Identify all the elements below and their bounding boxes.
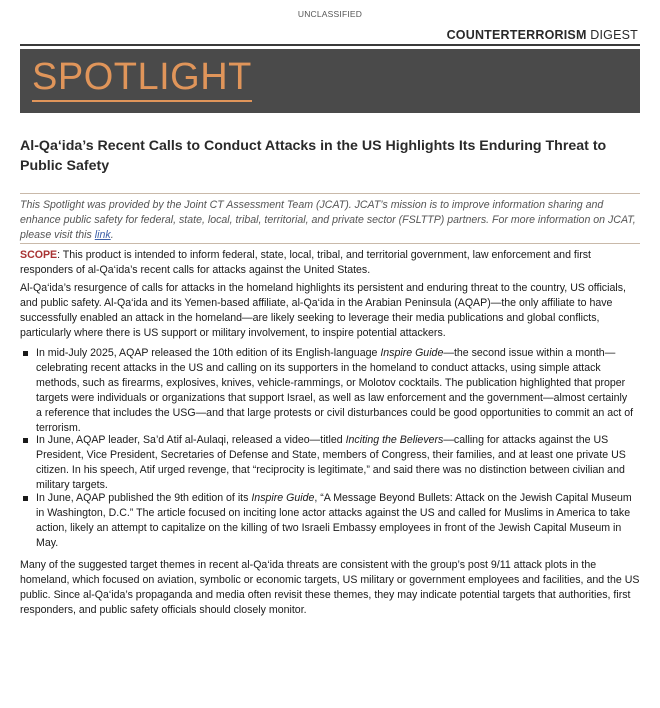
- bullet-2-title: Inciting the Believers: [345, 434, 444, 446]
- spotlight-banner: [20, 49, 640, 113]
- intro-text: This Spotlight was provided by the Joint CT Assessment Team (JCAT). JCAT’s mission is to improve information sharing and enhance public safety for federal, state, local, tribal, territorial, and private sector (FSLTTP) partners. For more information on JCAT, please visit this: [20, 199, 636, 241]
- bullet-3-pre: In June, AQAP published the 9th edition of its: [36, 492, 252, 504]
- bullet-1-pre: In mid-July 2025, AQAP released the 10th edition of its English-language: [36, 347, 381, 359]
- header-divider: [20, 44, 640, 46]
- bullet-1-post: —the second issue within a month—celebrating recent attacks in the US and calling on its supporters in the homeland to conduct attacks, using simple attack methods, such as firearms, explosives, knives, vehicle-rammings, or Molotov cocktails. The publication highlighted that proper targets were individuals or organizations that support Israel, as well as law enforcement and the government—almost certainly a reference that includes the USG—and that large protests or civil disturbances could be good opportunities to commit an act of terrorism.: [36, 347, 634, 434]
- digest-title: [447, 28, 638, 42]
- bullet-2-pre: In June, AQAP leader, Sa’d Atif al-Aulaqi, released a video—titled: [36, 434, 346, 446]
- scope-paragraph: [20, 248, 642, 278]
- body-paragraph-2: Many of the suggested target themes in recent al-Qa‘ida threats are consistent with the group’s post 9/11 attack plots in the homeland, which focused on aviation, symbolic or economic targets, US military or government employees and facilities, and the US public. Since al-Qa‘ida’s propaganda and media often revisit these themes, they may indicate potential targets that authorities, first responders, and public safety officials should closely monitor.: [20, 559, 640, 616]
- bullet-item-2: [36, 433, 634, 493]
- intro-divider-bottom: [20, 243, 640, 244]
- bullet-3-post: , “A Message Beyond Bullets: Attack on the Jewish Capital Museum in Washington, D.C.” The article focused on inciting lone actor attacks against the US and called for Muslims in America to take action, likely an attempt to capitalize on the killing of two Israeli Embassy employees in front of the Jewish Capital Museum in May.: [36, 492, 632, 549]
- bullet-2-post: —calling for attacks against the US President, Vice President, Secretaries of Defense and State, members of Congress, their families, and at least one private US citizen. In his speech, Atif urged revenge, that “reciprocity is legitimate,” and said there was no distinction between civilian and military targets.: [36, 434, 626, 491]
- bullet-1-title: Inspire Guide: [380, 347, 444, 359]
- scope-text: : This product is intended to inform federal, state, local, tribal, and territorial government, law enforcement and first responders of al-Qa‘ida’s recent calls for attacks against the United States.: [20, 249, 591, 276]
- spotlight-label: SPOTLIGHT: [32, 54, 252, 102]
- digest-title-bold: COUNTERTERRORISM: [446, 28, 587, 42]
- jcat-link[interactable]: link: [94, 229, 111, 241]
- digest-title-rest: DIGEST: [590, 28, 638, 42]
- intro-note: [20, 198, 642, 243]
- bullet-item-1: [36, 346, 634, 436]
- article-headline: Al-Qa‘ida’s Recent Calls to Conduct Attacks in the US Highlights Its Enduring Threat to Public Safety: [20, 138, 607, 174]
- body-paragraph-1: Al-Qa‘ida’s resurgence of calls for attacks in the homeland highlights its persistent and enduring threat to the country, US officials, and public safety. Al-Qa‘ida and its Yemen-based affiliate, al-Qa‘ida in the Arabian Peninsula (AQAP)—the only affiliate to have successfully enabled an attack in the homeland—are likely seeking to leverage their media publications and global conflicts, particularly where there is US support or military involvement, to inspire potential attackers.: [20, 282, 626, 339]
- classification-marking: UNCLASSIFIED: [297, 9, 363, 19]
- bullet-item-3: [36, 491, 634, 551]
- intro-divider-top: [20, 193, 640, 194]
- bullet-3-title: Inspire Guide: [251, 492, 315, 504]
- scope-label: SCOPE: [20, 249, 58, 261]
- intro-end: .: [110, 229, 114, 241]
